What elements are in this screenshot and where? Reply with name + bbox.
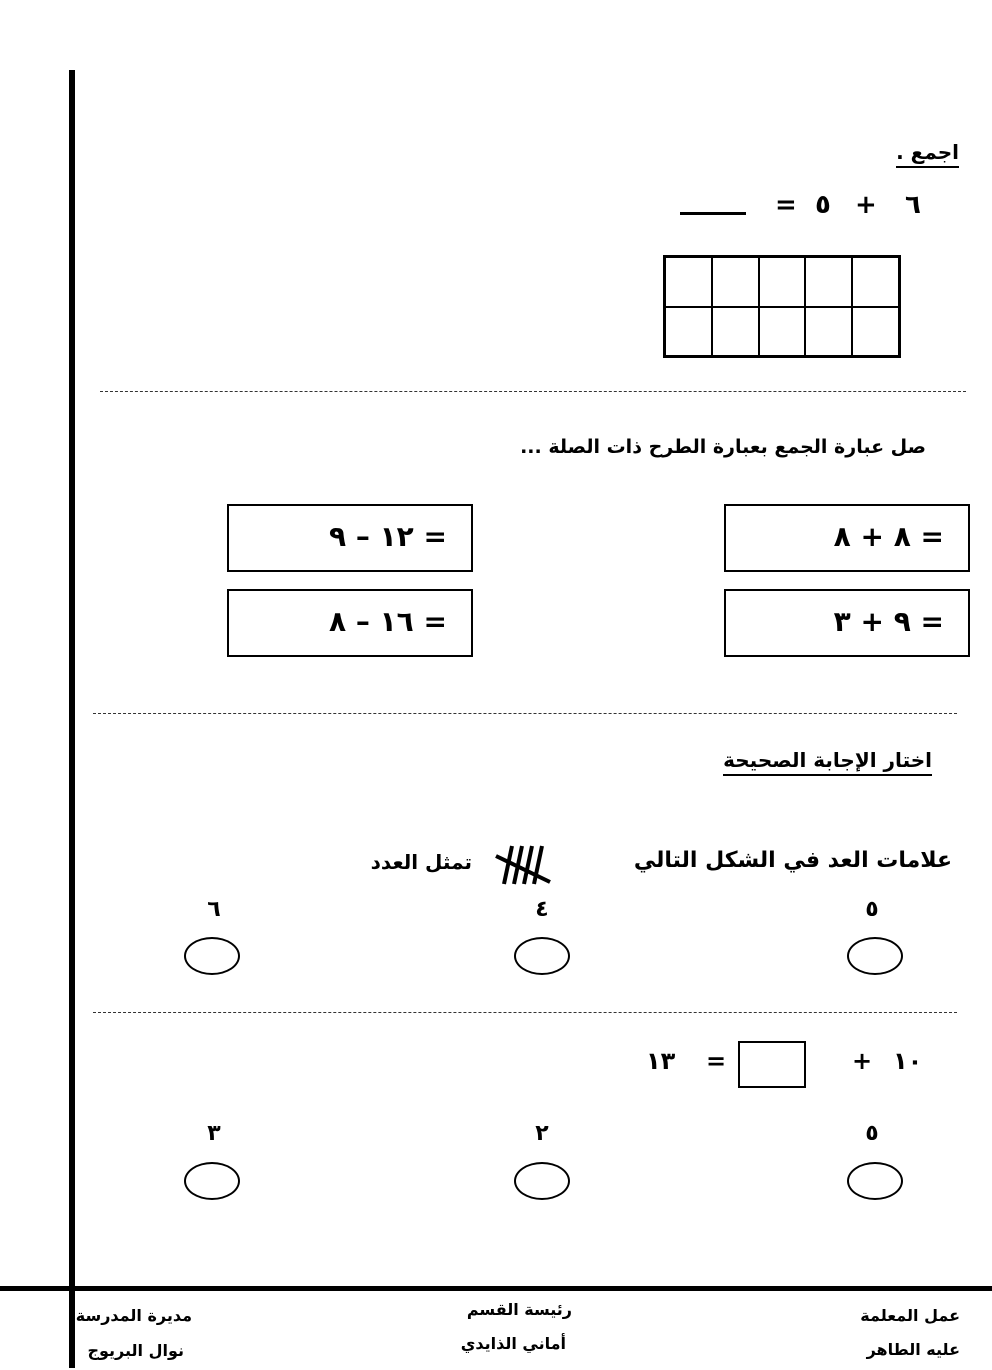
- divider: [100, 391, 966, 392]
- subtraction-box[interactable]: [227, 589, 473, 657]
- principal-name: نوال البريوج: [87, 1341, 184, 1360]
- choose-heading: اختار الإجابة الصحيحة: [723, 748, 932, 776]
- match-heading: صل عبارة الجمع بعبارة الطرح ذات الصلة ...: [520, 436, 926, 458]
- option-label: ٥: [865, 897, 879, 922]
- ten-frame-cell: [759, 307, 806, 357]
- q2-number-1: ١٠: [893, 1047, 923, 1075]
- q2-plus-sign: +: [852, 1047, 873, 1075]
- q2-answer-box[interactable]: [738, 1041, 806, 1088]
- answer-circle[interactable]: [847, 1162, 903, 1200]
- principal-title: مديرة المدرسة: [75, 1306, 192, 1325]
- ten-frame-cell: [852, 257, 899, 307]
- option-label: ٣: [207, 1121, 221, 1146]
- option-label: ٢: [535, 1121, 549, 1146]
- answer-circle[interactable]: [847, 937, 903, 975]
- teacher-name: عليه الطاهر: [866, 1340, 960, 1359]
- subtraction-expression: ١٦ – ٨ =: [329, 605, 447, 638]
- tally-question-text: علامات العد في الشكل التالي: [633, 848, 952, 873]
- q2-result: ١٣: [646, 1047, 676, 1075]
- add-equals-sign: =: [775, 190, 797, 220]
- ten-frame-cell: [712, 257, 759, 307]
- add-number-1: ٦: [905, 190, 921, 220]
- footer-divider: [0, 1286, 992, 1291]
- ten-frame: [663, 255, 901, 358]
- subtraction-expression: ١٢ – ٩ =: [329, 520, 447, 553]
- answer-circle[interactable]: [514, 1162, 570, 1200]
- add-number-2: ٥: [815, 190, 831, 220]
- addition-expression: ٨ + ٨ =: [833, 520, 944, 553]
- option-label: ٥: [865, 1121, 879, 1146]
- department-head-title: رئيسة القسم: [466, 1300, 572, 1319]
- addition-box[interactable]: [724, 504, 970, 572]
- ten-frame-cell: [805, 307, 852, 357]
- addition-expression: ٩ + ٣ =: [833, 605, 944, 638]
- answer-circle[interactable]: [184, 1162, 240, 1200]
- addition-box[interactable]: [724, 589, 970, 657]
- ten-frame-cell: [852, 307, 899, 357]
- ten-frame-cell: [665, 307, 712, 357]
- ten-frame-cell: [759, 257, 806, 307]
- divider: [93, 713, 957, 714]
- divider: [93, 1012, 957, 1013]
- answer-circle[interactable]: [514, 937, 570, 975]
- subtraction-box[interactable]: [227, 504, 473, 572]
- department-head-name: أماني الذايدي: [460, 1334, 566, 1353]
- q2-equals-sign: =: [706, 1047, 727, 1075]
- ten-frame-cell: [712, 307, 759, 357]
- tally-marks-icon: [492, 840, 556, 890]
- option-label: ٦: [207, 897, 221, 922]
- add-answer-blank[interactable]: [680, 212, 746, 215]
- answer-circle[interactable]: [184, 937, 240, 975]
- ten-frame-cell: [665, 257, 712, 307]
- tally-question-suffix: تمثل العدد: [370, 850, 472, 874]
- option-label: ٤: [535, 897, 549, 922]
- left-margin-line: [69, 70, 75, 1368]
- teacher-title: عمل المعلمة: [860, 1306, 960, 1325]
- add-heading: اجمع .: [896, 140, 959, 168]
- add-plus-sign: +: [855, 190, 877, 220]
- ten-frame-cell: [805, 257, 852, 307]
